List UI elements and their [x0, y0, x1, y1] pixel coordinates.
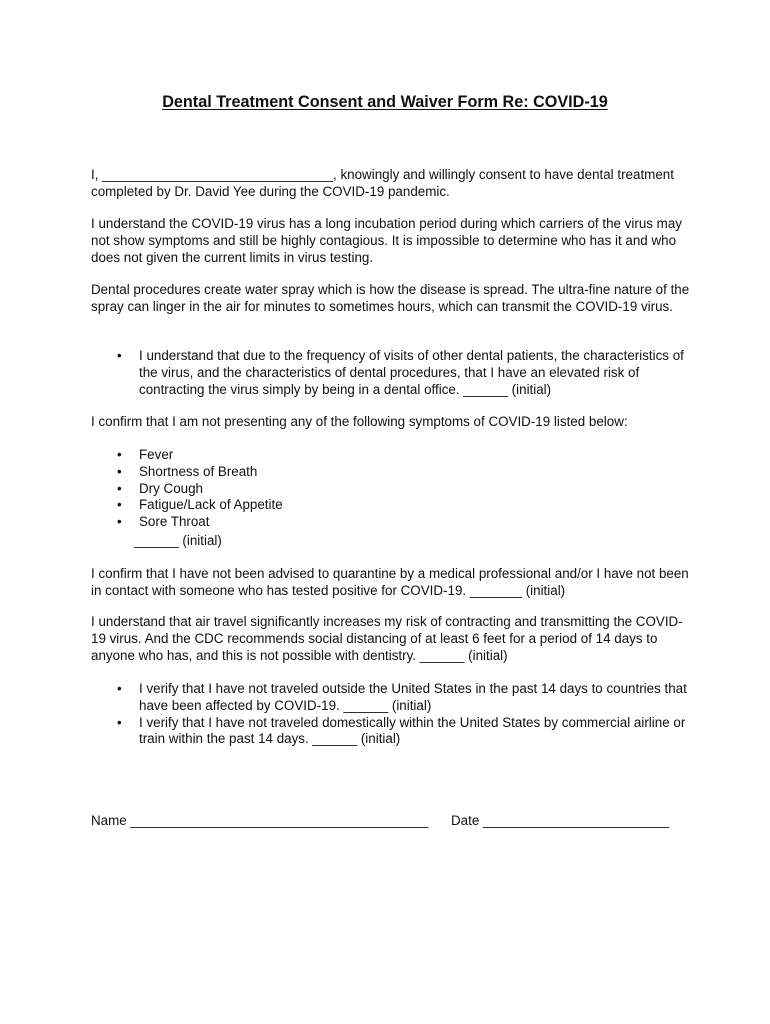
bullet-icon: • [117, 463, 122, 479]
bullet-icon: • [117, 681, 122, 696]
international-travel-text: I verify that I have not traveled outside the United States in the past 14 days to countries that have been affected by COVID-19. ______ (initial) [139, 681, 687, 713]
list-item [91, 447, 691, 464]
list-item [91, 497, 691, 514]
intro-paragraph: I, _______________________________, knowingly and willingly consent to have dental treatment completed by Dr. David Yee during the COVID-19 pandemic. [91, 167, 674, 199]
signature-row [91, 813, 691, 830]
list-item [91, 481, 691, 498]
bullet-icon: • [117, 447, 122, 462]
form-title: Dental Treatment Consent and Waiver Form Re: COVID-19 [162, 93, 608, 111]
bullet-icon: • [117, 480, 122, 496]
list-item [91, 514, 691, 531]
list-item [91, 715, 691, 749]
bullet-icon: • [117, 497, 122, 513]
symptoms-intro: I confirm that I am not presenting any of the following symptoms of COVID-19 listed below: [91, 414, 628, 429]
list-item [91, 681, 691, 715]
symptoms-list [91, 447, 691, 531]
travel-bullet-list [91, 681, 691, 748]
air-travel-paragraph: I understand that air travel significantly increases my risk of contracting and transmitting the COVID-19 virus. And the CDC recommends social distancing of at least 6 feet for a period of 14 days to anyone who has, and this is not possible with dentistry. ______ (initial) [91, 614, 683, 663]
date-field: Date _________________________ [451, 813, 670, 828]
bullet-icon: • [117, 514, 122, 530]
symptoms-initial-field: ______ (initial) [134, 533, 222, 548]
name-field: Name ________________________________________ [91, 813, 429, 828]
incubation-paragraph: I understand the COVID-19 virus has a long incubation period during which carriers of the virus may not show symptoms and still be highly contagious. It is impossible to determine who has it and who does not given the current limits in virus testing. [91, 216, 682, 265]
list-item [91, 464, 691, 481]
symptom-shortness-of-breath: Shortness of Breath [139, 463, 258, 479]
symptom-dry-cough: Dry Cough [139, 480, 204, 496]
symptom-fatigue: Fatigue/Lack of Appetite [139, 497, 283, 513]
symptom-sore-throat: Sore Throat [139, 514, 210, 530]
bullet-icon: • [117, 348, 122, 363]
domestic-travel-text: I verify that I have not traveled domestically within the United States by commercial airline or train within the past 14 days. ______ (initial) [139, 714, 686, 747]
risk-bullet-list [91, 348, 691, 398]
list-item [91, 348, 691, 398]
quarantine-paragraph: I confirm that I have not been advised to quarantine by a medical professional and/or I have not been in contact with someone who has tested positive for COVID-19. _______ (initial) [91, 566, 689, 598]
risk-bullet-text: I understand that due to the frequency of visits of other dental patients, the characteristics of the virus, and the characteristics of dental procedures, that I have an elevated risk of contracting the virus simply by being in a dental office. ______ (initial) [139, 348, 684, 397]
symptom-fever: Fever [139, 447, 174, 462]
spray-paragraph: Dental procedures create water spray which is how the disease is spread. The ultra-fine nature of the spray can linger in the air for minutes to sometimes hours, which can transmit the COVID-19 virus. [91, 282, 690, 314]
bullet-icon: • [117, 714, 122, 730]
